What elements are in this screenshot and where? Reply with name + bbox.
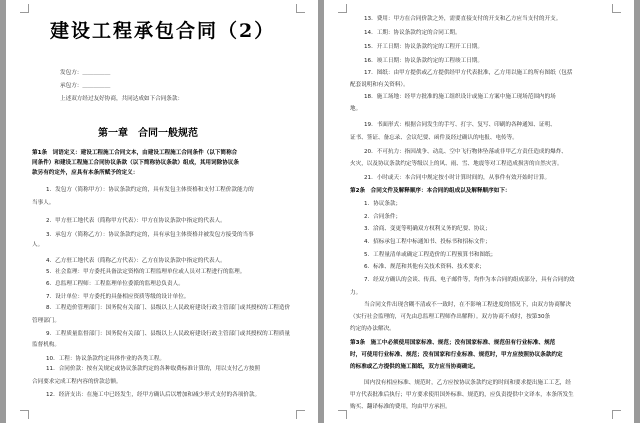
- party-a-line: 发包方：＿＿＿＿＿: [60, 70, 111, 76]
- text-line: 5．工程量清单或确定工程造价的工程预算书和图纸；: [364, 252, 497, 258]
- crop-mark: [612, 410, 621, 419]
- party-b-line: 承包方：＿＿＿＿＿: [60, 83, 111, 89]
- text-line: 监督机构。: [32, 342, 60, 348]
- text-line: 同条件）和建设工程施工合同协议条款（以下简称协议条款）组成，其用词除协议条: [32, 160, 239, 166]
- text-line: 7．设计单位：甲方委托的具备相应资质等级的设计单位。: [46, 294, 190, 300]
- text-line: 约定的办法解决。: [350, 326, 395, 332]
- text-line: 第3条 施工中必须使用国家标准、规范；没有国家标准、规范但有行业标准、规范: [350, 340, 556, 346]
- text-line: 6．总监理工程师：工程监理单位委派的监理总负责人。: [46, 281, 184, 287]
- chapter-heading: 第一章 合同一般规范: [98, 128, 198, 139]
- text-line: 8．工程造价管理部门：国务院有关部门、县级以上人民政府建设行政主管部门或其授权的工程造价: [46, 305, 291, 311]
- crop-mark: [612, 4, 621, 13]
- text-line: 当事人。: [32, 200, 55, 206]
- text-line: 21．小时或天：本合同中规定按小时计算时间的，从事件有效开始时计算。: [364, 175, 551, 181]
- text-line: 6．标准、规范和其他有关技术资料、技术要求；: [364, 264, 486, 270]
- text-line: 3．承包方（简称乙方）：协议条款约定的，具有承包主体资格并被发包方接受的当事: [46, 232, 254, 238]
- text-line: 18．施工场地：经甲方批准的施工组织设计或施工方案中施工现场范围内的场: [364, 94, 556, 100]
- text-line: 19．书面形式：根据合同发生的手写、打字、复写、印刷的各种通知、证明、: [364, 122, 556, 128]
- text-line: 时，可使用行业标准、规范；没有国家和行业标准、规范时，甲方应按照协议条款约定: [350, 352, 563, 358]
- text-line: 管理部门。: [32, 318, 60, 324]
- text-line: 1．发包方（简称甲方）：协议条款约定的，具有发包主体资格和支付工程价款能力的: [46, 187, 254, 193]
- text-line: 购买、翻译标准的费用，均由甲方承担。: [350, 404, 451, 410]
- text-line: 9．工程质量监督部门：国务院有关部门、县级以上人民政府建设行政主管部门或其授权的工程质量: [46, 331, 291, 337]
- text-line: 的标准或乙方提供的施工图纸，双方应当协商确定。: [350, 364, 479, 370]
- text-line: 火灾，以及协议条款约定等级以上的风、雨、雪、地震等对工程造成损害的自然灾害。: [350, 161, 563, 167]
- crop-mark: [338, 4, 347, 13]
- text-line: 11．合同价款：按有关规定或协议条款约定的各种取费标准计算的，用以支付乙方按照: [46, 366, 261, 372]
- document-title: 建设工程承包合同（2）: [50, 20, 276, 42]
- text-line: （实行社会监理的，可先由总监理工程师作出解释）。双方协商不成时，按第30条: [350, 314, 551, 320]
- text-line: 10．工程：协议条款约定具体作业的各类工程。: [46, 356, 165, 362]
- text-line: 7．经双方确认的会谈、传真、电子邮件等，均作为本合同的组成部分，具有合同的效: [364, 277, 575, 283]
- text-line: 17．图纸：由甲方提供或乙方提供经甲方代表批准，乙方用以施工的所有图纸（包括: [364, 70, 573, 76]
- text-line: 3．洽商、变更等明确双方权利义务的纪要、协议；: [364, 226, 491, 232]
- text-line: 16．竣工日期：协议条款约定的工程竣工日期。: [364, 58, 483, 64]
- preamble-line: 上述双方经过友好协商，共同达成如下合同条款：: [60, 96, 184, 102]
- document-page-right: [324, 0, 634, 423]
- text-line: 合同要求完成工程内容的价款总额。: [32, 379, 122, 385]
- text-line: 第1条 词语定义：建设工程施工合同文本，由建设工程施工合同条件（以下简称合: [32, 150, 238, 156]
- text-line: 12．经济支出：在施工中已经发生，经甲方确认后以增加和减少形式支付的各项价款。: [46, 392, 261, 398]
- crop-mark: [296, 410, 305, 419]
- text-line: 14．工期：协议条款约定的合同工期。: [364, 30, 461, 36]
- text-line: 2．甲方驻工地代表（简称甲方代表）：甲方在协议条款中指定的代表人。: [46, 218, 226, 224]
- text-line: 13．费用：甲方在合同价款之外，需要直接支付的开支和乙方应当支付的开支。: [364, 16, 562, 22]
- text-line: 15．开工日期：协议条款约定的工程开工日期。: [364, 44, 483, 50]
- text-line: 1．协议条款；: [364, 201, 402, 207]
- text-line: 4．招标承包工程中标通知书、投标书和招标文件；: [364, 239, 491, 245]
- text-line: 地。: [350, 106, 362, 112]
- crop-mark: [296, 4, 305, 13]
- text-line: 第2条 合同文件及解释顺序：本合同的组成以及解释顺序如下：: [350, 188, 511, 194]
- text-line: 配套说明和有关资料）。: [350, 82, 409, 88]
- text-line: 证书、签证、备忘录、会议纪要、函件及经过确认的电报、电传等。: [350, 135, 518, 141]
- text-line: 当合同文件出现含糊不清或不一致时，在不影响工程进度的情况下，由双方协商解决: [364, 302, 571, 308]
- text-line: 5．社会监理：甲方委托具备法定资格的工程监理单位或人员对工程进行的监理。: [46, 269, 246, 275]
- text-line: 4．乙方驻工地代表（简称乙方代表）：乙方在协议条款中指定的代表人。: [46, 258, 226, 264]
- crop-mark: [338, 410, 347, 419]
- text-line: 2．合同条件；: [364, 214, 402, 220]
- text-line: 国内没有相应标准、规范时，乙方应按协议条款约定的时间和要求提出施工工艺，经: [364, 380, 571, 386]
- text-line: 款另有约定外，应具有本条所赋予的定义：: [32, 170, 139, 176]
- text-line: 力。: [350, 290, 362, 296]
- text-line: 20．不可抗力：指因战争、动乱、空中飞行物体坠落或非甲乙方责任造成的爆炸、: [364, 149, 567, 155]
- document-page-left: [6, 0, 318, 423]
- text-line: 人。: [32, 242, 44, 248]
- crop-mark: [20, 4, 29, 13]
- crop-mark: [20, 410, 29, 419]
- text-line: 甲方代表批准后执行；甲方要求使用国外标准、规范的，应负责提供中文译本，本条所发生: [350, 392, 574, 398]
